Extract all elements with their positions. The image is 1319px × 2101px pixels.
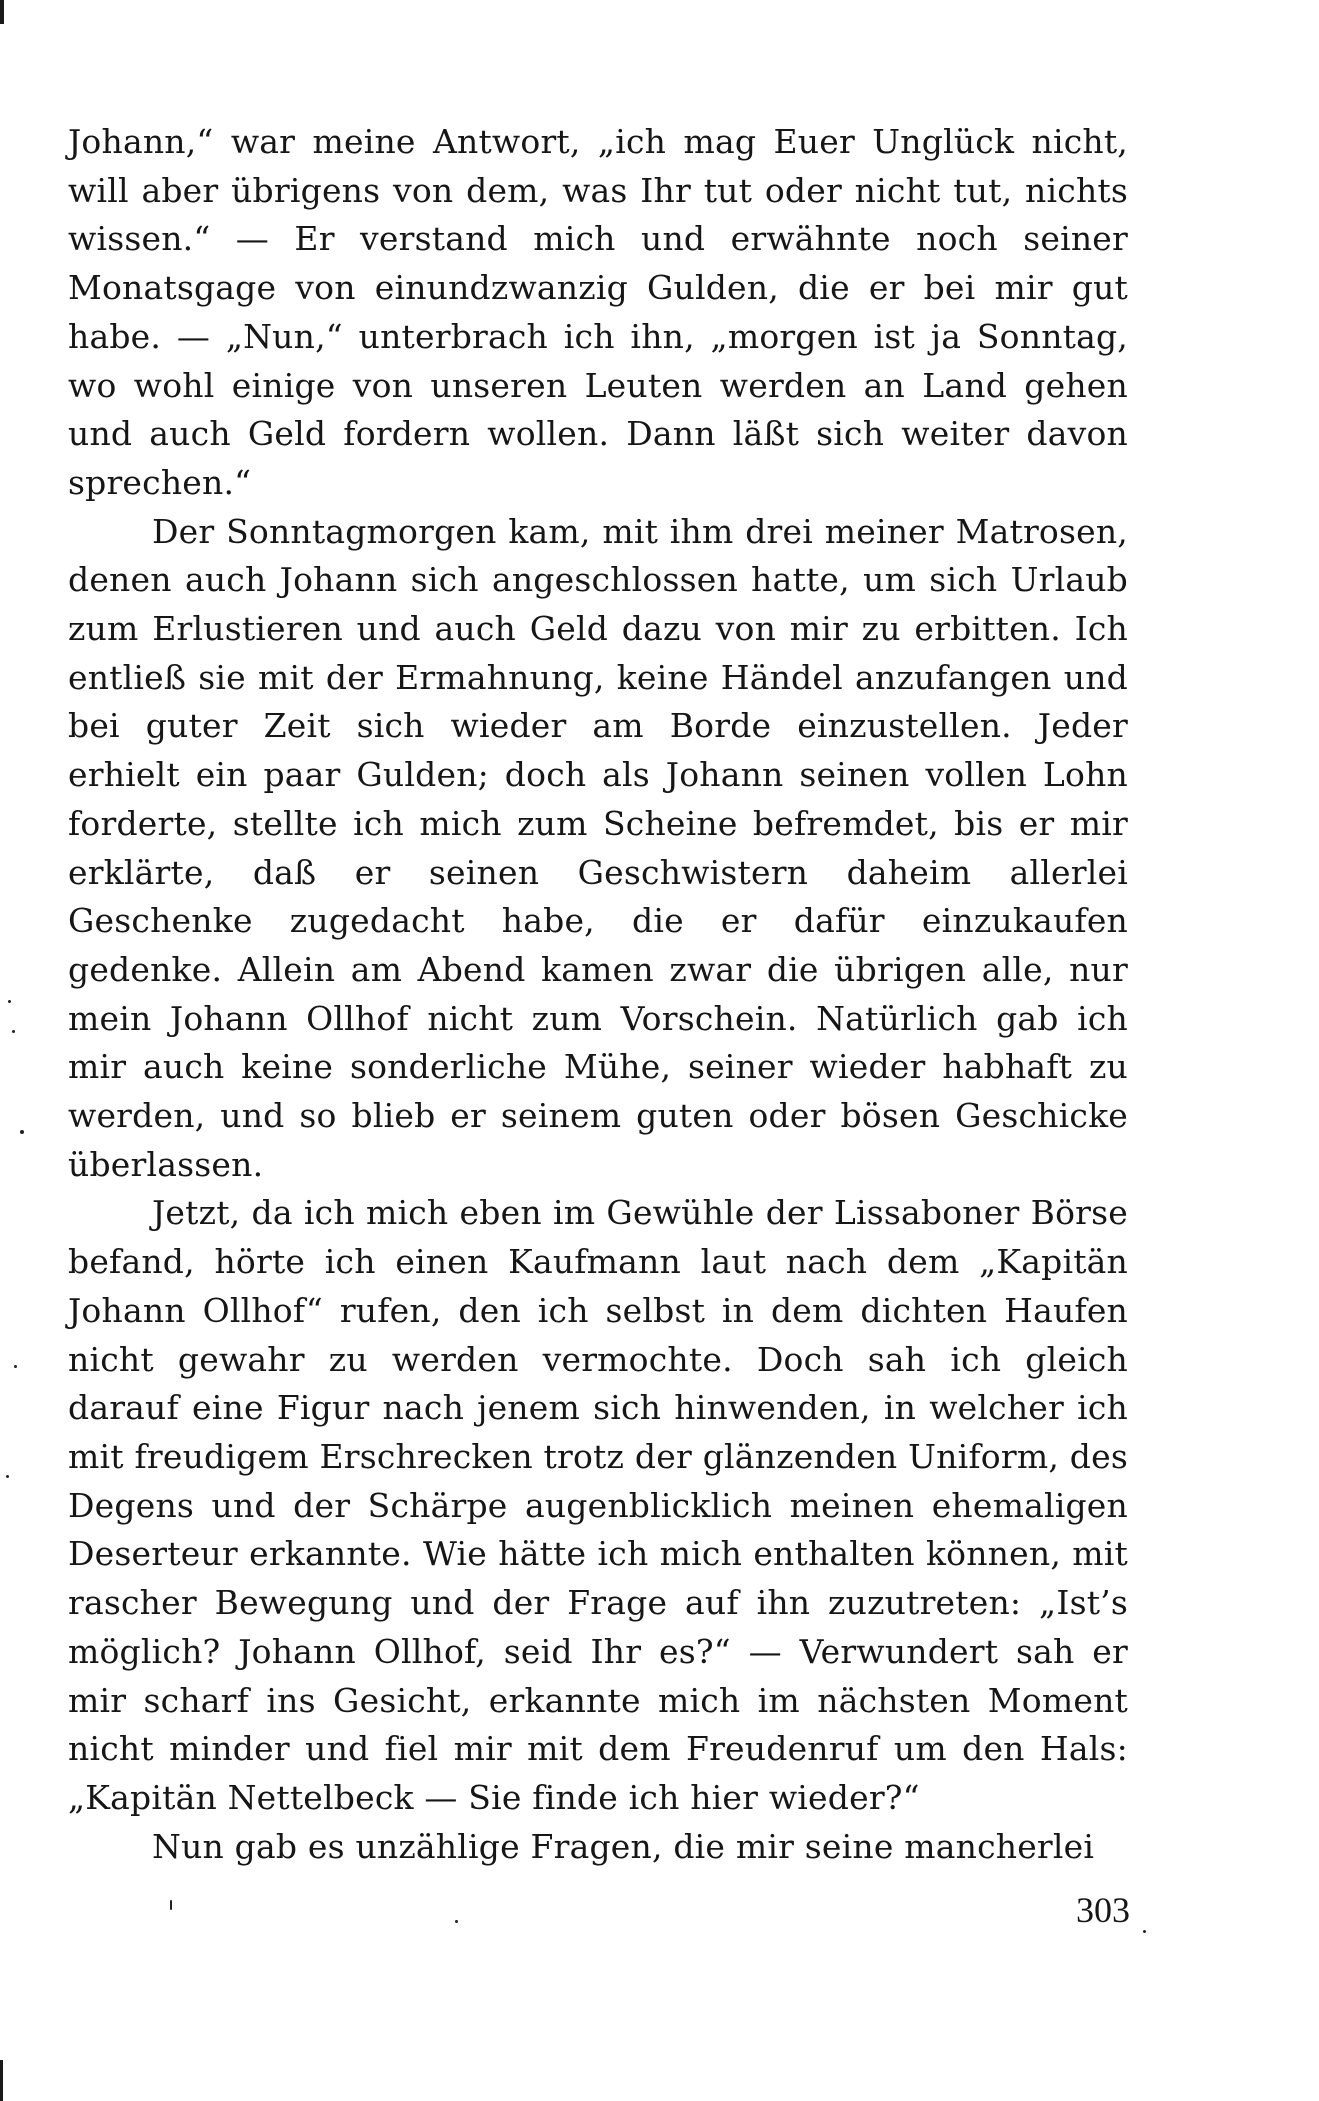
- scan-edge-mark-bottom-left: [0, 2060, 3, 2101]
- scan-speck: [14, 1365, 17, 1368]
- scan-speck: [1143, 1930, 1146, 1933]
- scan-speck: [6, 1475, 9, 1478]
- paragraph-3: Jetzt, da ich mich eben im Gewühle der Lissaboner Börse befand, hörte ich einen Kaufmann laut nach dem „Kapitän Johann Ollhof“ rufen, den ich selbst in dem dichten Haufen nicht gewahr zu werden vermochte. Doch sah ich gleich darauf eine Figur nach jenem sich hinwenden, in welcher ich mit freudigem Erschrecken trotz der glänzenden Uniform, des Degens und der Schärpe augenblicklich meinen ehemaligen Deserteur erkannte. Wie hätte ich mich enthalten können, mit rascher Bewegung und der Frage auf ihn zuzutreten: „Ist’s möglich? Johann Ollhof, seid Ihr es?“ — Verwundert sah er mir scharf ins Gesicht, erkannte mich im nächsten Moment nicht minder und fiel mir mit dem Freudenruf um den Hals: „Kapitän Nettelbeck — Sie finde ich hier wieder?“: [68, 1193, 1128, 1817]
- page-number: 303: [1076, 1890, 1130, 1930]
- paragraph-4: Nun gab es unzählige Fragen, die mir seine mancherlei: [152, 1826, 1095, 1866]
- scan-speck: [20, 1130, 24, 1134]
- body-text: [68, 118, 1128, 1871]
- scan-edge-mark-top-left: [0, 0, 4, 24]
- scan-speck: [455, 1920, 458, 1923]
- scan-speck: [170, 1900, 172, 1910]
- paragraph-1: Johann,“ war meine Antwort, „ich mag Euer Unglück nicht, will aber übrigens von dem, was Ihr tut oder nicht tut, nichts wissen.“ — Er verstand mich und erwähnte noch seiner Monatsgage von einundzwanzig Gulden, die er bei mir gut habe. — „Nun,“ unterbrach ich ihn, „morgen ist ja Sonntag, wo wohl einige von unseren Leuten werden an Land gehen und auch Geld fordern wollen. Dann läßt sich weiter davon sprechen.“: [68, 122, 1128, 502]
- paragraph-2: Der Sonntagmorgen kam, mit ihm drei meiner Matrosen, denen auch Johann sich angeschlossen hatte, um sich Urlaub zum Erlustieren und auch Geld dazu von mir zu erbitten. Ich entließ sie mit der Ermahnung, keine Händel anzufangen und bei guter Zeit sich wieder am Borde einzustellen. Jeder erhielt ein paar Gulden; doch als Johann seinen vollen Lohn forderte, stellte ich mich zum Scheine befremdet, bis er mir erklärte, daß er seinen Geschwistern daheim allerlei Geschenke zugedacht habe, die er dafür einzukaufen gedenke. Allein am Abend kamen zwar die übrigen alle, nur mein Johann Ollhof nicht zum Vorschein. Natürlich gab ich mir auch keine sonderliche Mühe, seiner wieder habhaft zu werden, und so blieb er seinem guten oder bösen Geschicke überlassen.: [68, 511, 1128, 1184]
- scan-speck: [12, 1030, 15, 1033]
- scan-speck: [8, 1000, 11, 1003]
